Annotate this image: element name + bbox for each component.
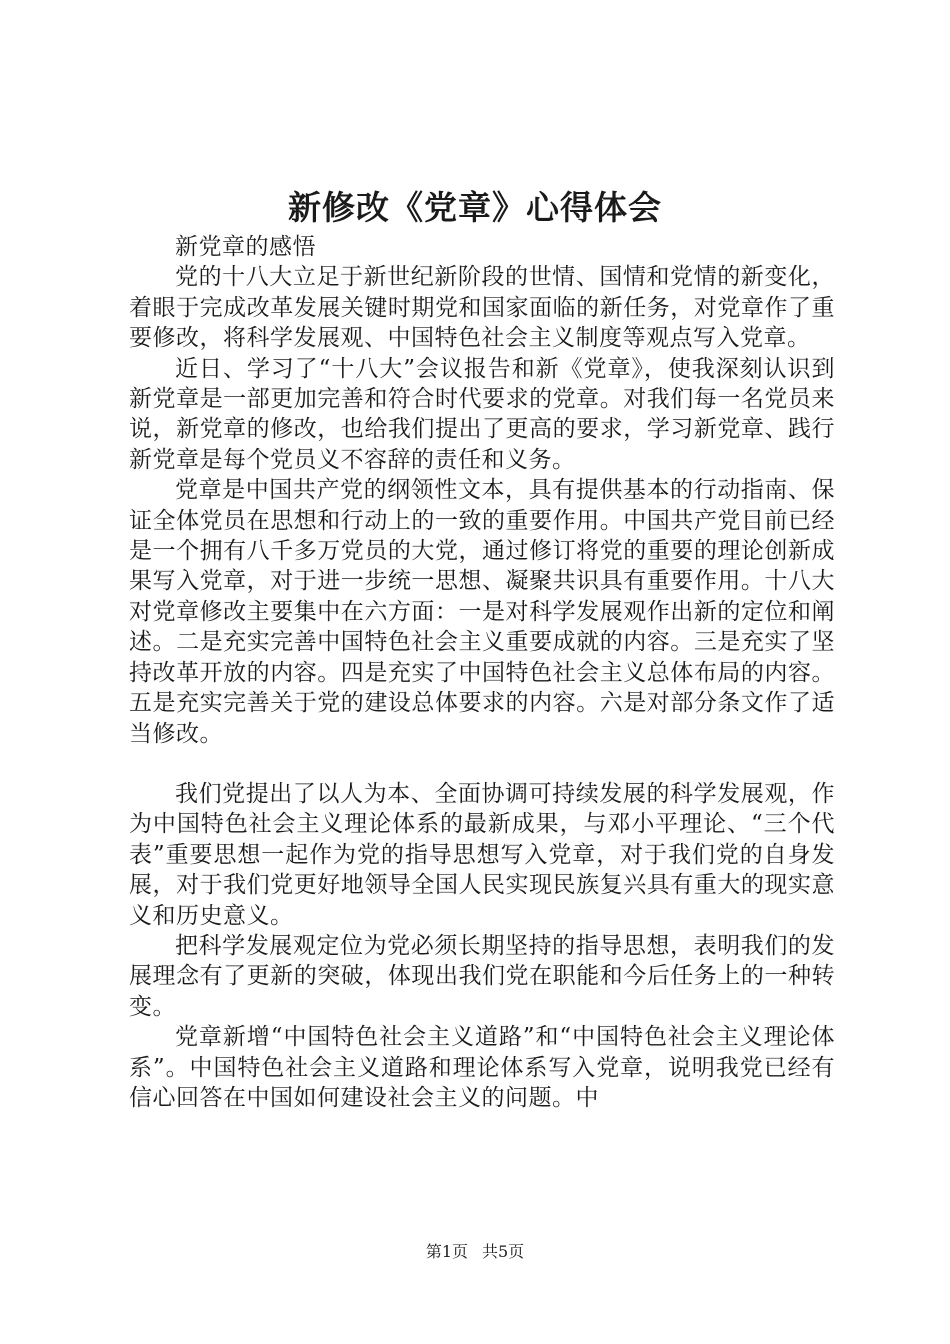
- page-total: 共5页: [482, 1242, 525, 1261]
- paragraph-subtitle: 新党章的感悟: [175, 234, 316, 260]
- paragraph: 党的十八大立足于新世纪新阶段的世情、国情和党情的新变化，着眼于完成改革发展关键时期党和国家面临的新任务，对党章作了重要修改，将科学发展观、中国特色社会主义制度等观点写入党章。: [129, 264, 835, 352]
- paragraph: 党章新增“中国特色社会主义道路”和“中国特色社会主义理论体系”。中国特色社会主义道路和理论体系写入党章，说明我党已经有信心回答在中国如何建设社会主义的问题。中: [129, 1024, 835, 1111]
- document-body: [129, 232, 835, 1113]
- paragraph: 近日、学习了“十八大”会议报告和新《党章》，使我深刻认识到新党章是一部更加完善和符合时代要求的党章。对我们每一名党员来说，新党章的修改，也给我们提出了更高的要求，学习新党章、践行新党章是每个党员义不容辞的责任和义务。: [129, 355, 835, 473]
- document-title: 新修改《党章》心得体会: [288, 188, 662, 227]
- paragraph: 我们党提出了以人为本、全面协调可持续发展的科学发展观，作为中国特色社会主义理论体系的最新成果，与邓小平理论、“三个代表”重要思想一起作为党的指导思想写入党章，对于我们党的自身发展，对于我们党更好地领导全国人民实现民族复兴具有重大的现实意义和历史意义。: [129, 780, 835, 929]
- paragraph: 党章是中国共产党的纲领性文本，具有提供基本的行动指南、保证全体党员在思想和行动上的一致的重要作用。中国共产党目前已经是一个拥有八千多万党员的大党，通过修订将党的重要的理论创新成果写入党章，对于进一步统一思想、凝聚共识具有重要作用。十八大对党章修改主要集中在六方面：一是对科学发展观作出新的定位和阐述。二是充实完善中国特色社会主义重要成就的内容。三是充实了坚持改革开放的内容。四是充实了中国特色社会主义总体布局的内容。五是充实完善关于党的建设总体要求的内容。六是对部分条文作了适当修改。: [129, 477, 835, 747]
- page-footer: [0, 1240, 950, 1264]
- paragraph-gap: [129, 749, 835, 779]
- paragraph: 把科学发展观定位为党必须长期坚持的指导思想，表明我们的发展理念有了更新的突破，体现出我们党在职能和今后任务上的一种转变。: [129, 932, 835, 1020]
- page-number: 第1页: [425, 1242, 468, 1261]
